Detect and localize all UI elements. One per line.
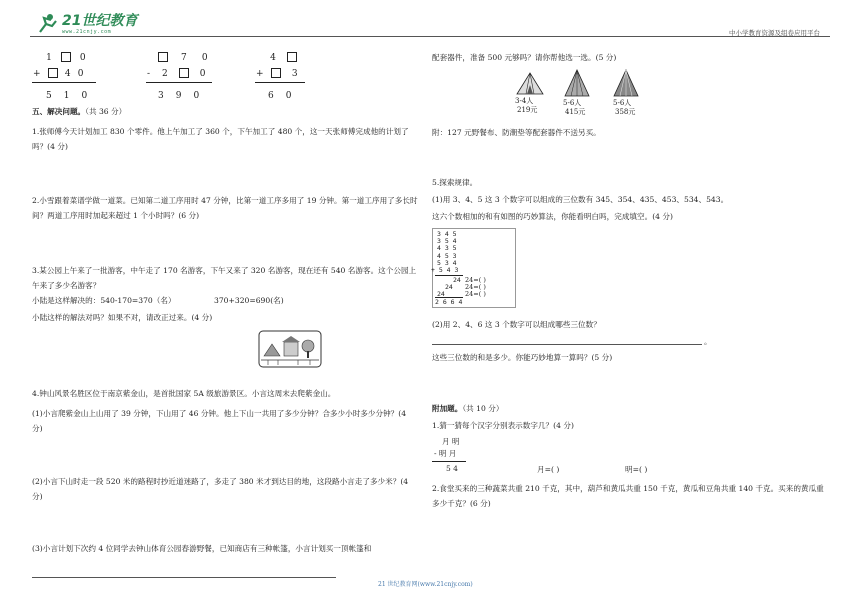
q4-3-continued: 配套器件，准备 500 元够吗？请你帮他选一选。(5 分): [432, 53, 617, 62]
bonus-heading: 附加题。（共 10 分）: [432, 404, 504, 413]
question-4-2: (2)小言下山时走一段 520 米的路程时抄近道迷路了，多走了 380 米才到达目的地，这段路小言走了多少米？(4 分): [32, 477, 409, 501]
q3-ask: 小陆这样的解法对吗？如果不对，请改正过来。(4 分): [32, 313, 213, 322]
partial-sum-3: 24: [437, 290, 445, 298]
header-divider: [30, 36, 830, 37]
word-row1: 月 明: [442, 437, 460, 446]
puzzle-2-row2: - 2 0: [147, 68, 206, 79]
puzzle-2-result: 390: [158, 91, 212, 101]
question-5-1: (1)用 3、4、5 这 3 个数字可以组成的三位数有 345、354、435、453、534、543。: [432, 195, 729, 204]
word-subtraction: [432, 436, 472, 478]
arrow-fill-1: 24=( ): [465, 276, 486, 284]
q3-solution-line1: 小陆是这样解决的：540-170=370（名）: [32, 296, 176, 305]
tent-1-icon: [514, 70, 546, 96]
puzzle-1-row2: + 4 0: [33, 68, 84, 79]
puzzle-1-result: 510: [46, 91, 100, 101]
stack-row: 4 3 5: [437, 244, 457, 253]
platform-name: 中小学教育资源及组卷应用平台: [729, 29, 820, 37]
tent-3-people: 5-6人: [613, 99, 632, 107]
question-4-3: (3)小言计划下次约 4 位同学去钟山体育公园春游野餐，已知商店有三种帐篷，小言计划买一顶帐篷和: [32, 544, 372, 553]
puzzle-1-row1: 1 0: [46, 52, 86, 63]
arrow-fill-3: 24=( ): [465, 290, 486, 298]
puzzle-3-row1: 4: [268, 52, 297, 64]
bonus-question-2: 2.食堂买来的三种蔬菜共重 210 千克，其中，葫芦和黄瓜共重 150 千克，黄瓜和豆角共重 140 千克。买来的黄瓜重多少千克？(6 分): [432, 484, 824, 508]
site-logo: [34, 12, 144, 36]
answer-ming[interactable]: 明=( ): [625, 465, 648, 474]
stack-row: 3 4 5: [437, 230, 457, 238]
question-3: 3.某公园上午来了一批游客，中午走了 170 名游客，下午又来了 320 名游客，现在还有 540 名游客。这个公园上午来了多少名游客？: [32, 266, 417, 290]
stack-row: + 5 4 3: [431, 266, 459, 275]
logo-text: 21世纪教育: [62, 13, 138, 29]
question-4: 4.钟山风景名胜区位于南京紫金山，是首批国家 5A 级旅游景区。小言这周末去爬紫金山。: [32, 389, 336, 398]
footer-text: 21 世纪教育网(www.21cnjy.com): [378, 581, 473, 588]
stack-row: 5 3 4: [437, 258, 457, 267]
question-5-2: (2)用 2、4、6 这 3 个数字可以组成哪些三位数？: [432, 320, 601, 329]
question-5-2b: 这些三位数的和是多少。你能巧妙地算一算吗？(5 分): [432, 353, 613, 362]
total-sum: 2 6 6 4: [435, 298, 463, 306]
stack-row: 3 5 4: [437, 237, 457, 246]
tent-3-icon: [612, 68, 640, 98]
q3-solution-line2: 370+320=690(名): [214, 296, 284, 305]
section-5-heading: 五、解决问题。（共 36 分）: [32, 107, 127, 116]
question-4-1: (1)小言爬紫金山上山用了 39 分钟，下山用了 46 分钟。他上下山一共用了多少分钟？合多少小时多少分钟？(4 分): [32, 409, 407, 433]
question-1: 1.张师傅今天计划加工 830 个零件。他上午加工了 360 个，下午加工了 480 个，这一天张师傅完成他的计划了吗？(4 分): [32, 127, 409, 151]
period-mark: 。: [704, 337, 712, 346]
tent-2-people: 5-6人: [563, 99, 582, 107]
tent-2-price: 415元: [565, 108, 586, 116]
footer-rule-left: [32, 577, 336, 578]
question-5-1b: 这六个数相加的和有如图的巧妙算法，你能看明白吗，完成填空。(4 分): [432, 212, 673, 221]
word-result: 5 4: [446, 464, 458, 473]
addition-trick-figure: [432, 228, 516, 308]
partial-sum-2: 24: [445, 283, 453, 291]
stack-row: 4 5 3: [437, 251, 457, 260]
tent-1-people: 3-4人: [515, 97, 534, 105]
tent-2-icon: [563, 68, 591, 98]
question-5-title: 5.探索规律。: [432, 178, 478, 187]
logo-url: www.21cnjy.com: [62, 29, 112, 35]
puzzle-3-result: 60: [268, 91, 304, 101]
bonus-question-1: 1.猜一猜每个汉字分别表示数字几？(4 分): [432, 421, 574, 430]
puzzle-2-row1: 7 0: [158, 52, 210, 64]
tent-1-price: 219元: [517, 106, 538, 114]
arrow-fill-2: 24=( ): [465, 283, 486, 291]
runner-logo-icon: [34, 12, 60, 36]
partial-sum-1: 24: [453, 276, 461, 284]
tent-3-price: 358元: [615, 108, 636, 116]
puzzle-3-row2: + 3: [256, 68, 298, 79]
park-illustration: [258, 330, 322, 368]
answer-yue[interactable]: 月=( ): [537, 465, 560, 474]
answer-line-5-2[interactable]: [432, 344, 702, 345]
question-2: 2.小雪跟着菜谱学做一道菜。已知第二道工序用时 47 分钟，比第一道工序多用了 19 分钟。第一道工序用了多长时间？两道工序用时加起来超过 1 个小时吗？(6 分): [32, 196, 418, 220]
word-row2: - 明 月: [434, 449, 457, 458]
tent-note: 附：127 元野餐布、防潮垫等配套器件不送另买。: [432, 128, 601, 137]
